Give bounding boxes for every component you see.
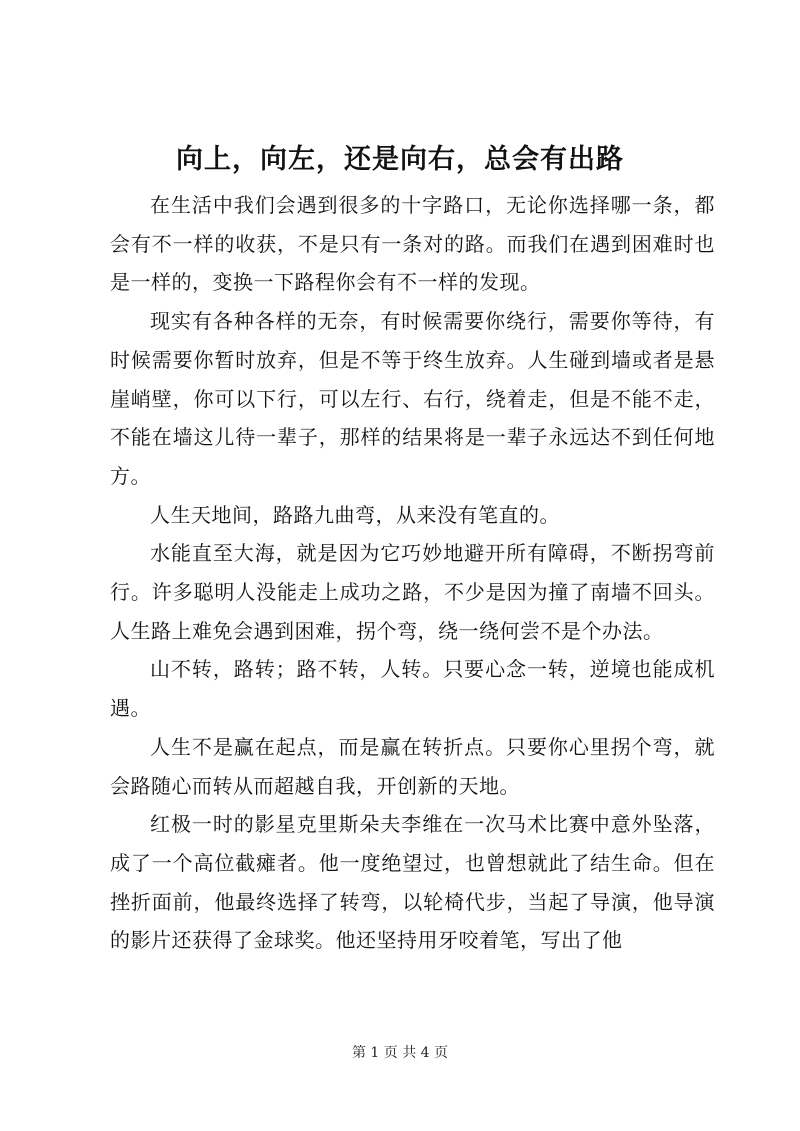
- paragraph: 现实有各种各样的无奈，有时候需要你绕行，需要你等待，有时候需要你暂时放弃，但是不等于终生放弃。人生碰到墙或者是悬崖峭壁，你可以下行，可以左行、右行，绕着走，但是不能不走，不能在墙这儿待一辈子，那样的结果将是一辈子永远达不到任何地方。: [110, 309, 715, 488]
- paragraph: 红极一时的影星克里斯朵夫李维在一次马术比赛中意外坠落，成了一个高位截瘫者。他一度绝望过，也曾想就此了结生命。但在挫折面前，他最终选择了转弯，以轮椅代步，当起了导演，他导演的影片还获得了金球奖。他还坚持用牙咬着笔，写出了他: [110, 812, 715, 953]
- paragraph: 山不转，路转；路不转，人转。只要心念一转，逆境也能成机遇。: [110, 657, 715, 721]
- paragraph: 人生不是赢在起点，而是赢在转折点。只要你心里拐个弯，就会路随心而转从而超越自我，开创新的天地。: [110, 734, 715, 798]
- paragraph: 人生天地间，路路九曲弯，从来没有笔直的。: [150, 502, 560, 527]
- document-body: [110, 186, 715, 960]
- page-number-footer: 第 1 页 共 4 页: [351, 1045, 449, 1061]
- paragraph: 在生活中我们会遇到很多的十字路口，无论你选择哪一条，都会有不一样的收获，不是只有一条对的路。而我们在遇到困难时也是一样的，变换一下路程你会有不一样的发现。: [110, 193, 715, 295]
- document-title: 向上，向左，还是向右，总会有出路: [176, 144, 624, 175]
- paragraph: 水能直至大海，就是因为它巧妙地避开所有障碍，不断拐弯前行。许多聪明人没能走上成功之路，不少是因为撞了南墙不回头。人生路上难免会遇到困难，拐个弯，绕一绕何尝不是个办法。: [110, 541, 715, 643]
